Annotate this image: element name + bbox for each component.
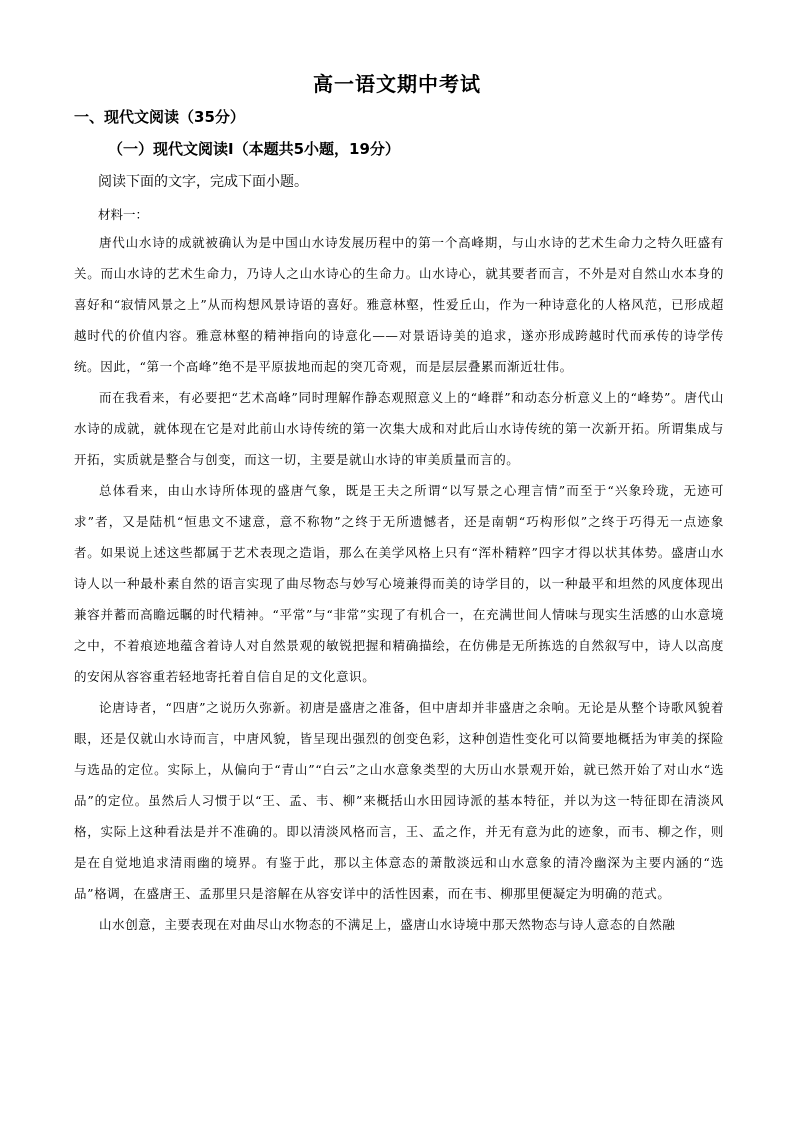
subsection-heading: （一）现代文阅读Ⅰ（本题共5小题，19分） (108, 140, 400, 158)
reading-instruction: 阅读下面的文字，完成下面小题。 (98, 174, 308, 190)
paragraph: 唐代山水诗的成就被确认为是中国山水诗发展历程中的第一个高峰期，与山水诗的艺术生命力之特久旺盛有关。而山水诗的艺术生命力，乃诗人之山水诗心的生命力。山水诗心，就其要者而言，不外是对自然山水本身的喜好和“寂情风景之上”从而构想风景诗语的喜好。雅意林壑，性爱丘山，作为一种诗意化的人格风范，已形成超越时代的价值内容。雅意林壑的精神指向的诗意化——对景语诗美的追求，遂亦形成跨越时代而承传的诗学传统。因此，“第一个高峰”绝不是平原拔地而起的突兀奇观，而是层层叠累而渐近壮伟。 (74, 235, 724, 374)
paragraph: 总体看来，由山水诗所体现的盛唐气象，既是王夫之所谓“以写景之心理言情”而至于“兴象玲珑，无迹可求”者，又是陆机“恒患文不逮意，意不称物”之终于无所遗憾者，还是南朝“巧构形似”之终于巧得无一点迹象者。如果说上述这些都属于艺术表现之造诣，那么在美学风格上只有“浑朴精粹”四字才得以状其体势。盛唐山水诗人以一种最朴素自然的语言实现了曲尽物态与妙写心境兼得而美的诗学目的，以一种最平和坦然的风度体现出兼容并蓄而高瞻远瞩的时代精神。“平常”与“非常”实现了有机合一，在充满世间人情味与现实生活感的山水意境之中，不着痕迹地蕴含着诗人对自然景观的敏锐把握和精确描绘，在仿佛是无所拣选的自然叙写中，诗人以高度的安闲从容容重若轻地寄托着自信自足的文化意识。 (74, 483, 724, 684)
paragraph: 而在我看来，有必要把“艺术高峰”同时理解作静态观照意义上的“峰群”和动态分析意义上的“峰势”。唐代山水诗的成就，就体现在它是对此前山水诗传统的第一次集大成和对此后山水诗传统的第一次新开拓。所谓集成与开拓，实质就是整合与创变，而这一切，主要是就山水诗的审美质量而言的。 (74, 390, 724, 467)
paragraph: 论唐诗者，“四唐”之说历久弥新。初唐是盛唐之准备，但中唐却并非盛唐之余响。无论是从整个诗歌风貌着眼，还是仅就山水诗而言，中唐风貌，皆呈现出强烈的创变色彩，这种创造性变化可以简要地概括为审美的探险与选品的定位。实际上，从偏向于“青山”“白云”之山水意象类型的大历山水景观开始，就已然开始了对山水“选品”的定位。虽然后人习惯于以“王、孟、韦、柳”来概括山水田园诗派的基本特征，并以为这一特征即在清淡风格，实际上这种看法是并不准确的。即以清淡风格而言，王、孟之作，并无有意为此的迹象，而韦、柳之作，则是在自觉地追求清雨幽的境界。有鉴于此，那以主体意态的萧散淡远和山水意象的清冷幽深为主要内涵的“选品”格调，在盛唐王、孟那里只是溶解在从容安详中的活性因素，而在韦、柳那里便凝定为明确的范式。 (74, 700, 724, 901)
page-title: 高一语文期中考试 (313, 72, 481, 96)
paragraph: 山水创意，主要表现在对曲尽山水物态的不满足上，盛唐山水诗境中那天然物态与诗人意态的自然融 (99, 917, 676, 932)
section-heading: 一、现代文阅读（35分） (74, 108, 245, 126)
article-body (74, 227, 724, 940)
material-label: 材料一： (98, 207, 149, 222)
